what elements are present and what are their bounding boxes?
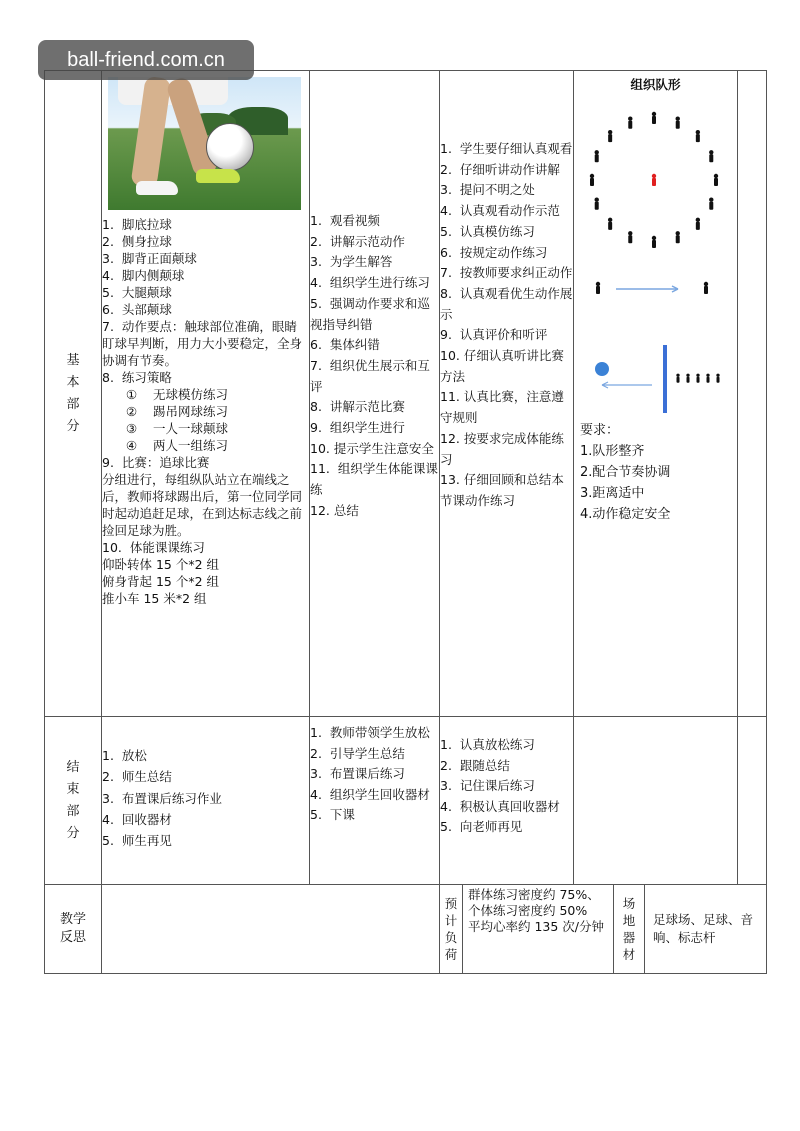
formation-cell — [574, 71, 738, 717]
lesson-plan-table — [44, 70, 767, 974]
student-marker — [652, 236, 656, 248]
list-item: 1. 脚底拉球 — [102, 217, 172, 232]
list-item: 6. 按规定动作练习 — [440, 244, 548, 260]
requirement-item: 2.配合节奏协调 — [580, 465, 671, 480]
list-item: 4. 回收器材 — [102, 811, 172, 827]
list-item: 3. 提问不明之处 — [440, 182, 535, 198]
student-marker — [628, 231, 632, 243]
requirements-title: 要求： — [580, 423, 620, 438]
list-item: 13. 仔细回顾和总结本节课动作练习 — [440, 472, 564, 508]
list-item: ② 踢吊网球练习 — [102, 404, 228, 419]
student-marker — [704, 282, 708, 294]
list-item: 8. 讲解示范比赛 — [310, 399, 405, 415]
list-item: 6. 头部颠球 — [102, 302, 172, 317]
basic-content-list — [102, 216, 309, 607]
student-marker — [706, 374, 709, 383]
ending-section-label: 结 束 部 分 — [45, 717, 102, 885]
list-item: 12. 按要求完成体能练习 — [440, 430, 564, 467]
list-item: 1. 认真放松练习 — [440, 737, 535, 752]
list-item: 4. 组织学生回收器材 — [310, 786, 430, 802]
ending-student-cell — [440, 717, 574, 885]
venue-label: 场 地 器 材 — [614, 885, 645, 973]
list-item: 5. 下课 — [310, 807, 355, 823]
list-item: 3. 脚背正面颠球 — [102, 251, 197, 266]
list-item: 5. 大腿颠球 — [102, 285, 172, 300]
list-item: 2. 师生总结 — [102, 769, 172, 785]
list-item: 3. 记住课后练习 — [440, 778, 535, 794]
reflection-label: 教学 反思 — [45, 885, 102, 974]
basic-section-label: 基 本 部 分 — [45, 71, 102, 717]
marker-pole — [663, 345, 667, 413]
requirement-item: 3.距离适中 — [580, 486, 645, 501]
ending-content-list — [102, 745, 309, 851]
basic-teacher-cell — [310, 71, 440, 717]
ending-teacher-cell — [310, 717, 440, 885]
ending-student-list — [440, 735, 573, 838]
requirements-list — [580, 441, 731, 525]
requirement-item: 1.队形整齐 — [580, 444, 645, 459]
student-marker — [608, 218, 612, 230]
ball-icon — [595, 362, 609, 376]
list-item: 9. 认真评价和听评 — [440, 327, 548, 343]
watermark-logo: ball-friend.com.cn — [38, 40, 254, 80]
football-icon — [206, 123, 254, 171]
list-item: 分组进行，每组纵队站立在端线之后，教师将球踢出后，第一位同学同时起动追赶足球，在到达标志线之前捡回足球为胜。 — [102, 472, 303, 538]
student-marker — [628, 117, 632, 129]
list-item: 12. 总结 — [310, 502, 359, 518]
ending-formation-cell — [574, 717, 738, 885]
student-marker — [608, 130, 612, 142]
list-item: 7. 组织优生展示和互评 — [310, 357, 430, 394]
list-item: 3. 为学生解答 — [310, 254, 393, 270]
reflection-content — [102, 885, 440, 974]
student-marker — [696, 130, 700, 142]
ending-teacher-list — [310, 723, 439, 826]
load-label: 预 计 负 荷 — [440, 885, 463, 973]
basic-student-list — [440, 139, 573, 512]
list-item: 8. 认真观看优生动作展示 — [440, 285, 573, 322]
list-item: 5. 认真模仿练习 — [440, 223, 535, 239]
list-item: 1. 观看视频 — [310, 213, 380, 228]
basic-content-cell — [102, 71, 310, 717]
student-marker — [676, 374, 679, 383]
teacher-marker — [652, 174, 656, 186]
list-item: 2. 侧身拉球 — [102, 234, 172, 249]
list-item: 3. 布置课后练习作业 — [102, 790, 222, 806]
list-item: 俯身背起 15 个*2 组 — [102, 574, 220, 589]
list-item: 9. 组织学生进行 — [310, 420, 405, 436]
list-item: 仰卧转体 15 个*2 组 — [102, 557, 220, 572]
list-item: 4. 积极认真回收器材 — [440, 798, 560, 814]
list-item: 7. 按教师要求纠正动作 — [440, 265, 573, 281]
list-item: 10. 提示学生注意安全 — [310, 440, 434, 456]
ending-content-cell — [102, 717, 310, 885]
formation-diagram — [574, 93, 736, 413]
list-item: 1. 放松 — [102, 748, 147, 763]
student-marker — [696, 218, 700, 230]
student-marker — [686, 374, 689, 383]
student-marker — [595, 150, 599, 162]
student-marker — [709, 150, 713, 162]
basic-blank-cell — [738, 71, 767, 717]
student-marker — [595, 198, 599, 210]
football-juggling-photo — [108, 77, 301, 210]
list-item: 5. 向老师再见 — [440, 819, 523, 835]
list-item: 2. 讲解示范动作 — [310, 233, 405, 249]
list-item: ④ 两人一组练习 — [102, 438, 228, 453]
list-item: 3. 布置课后练习 — [310, 766, 405, 782]
list-item: 11. 组织学生体能课课练 — [310, 461, 438, 498]
basic-teacher-list — [310, 211, 439, 522]
list-item: 4. 脚内侧颠球 — [102, 268, 185, 283]
list-item: 2. 仔细听讲动作讲解 — [440, 161, 560, 177]
requirement-item: 4.动作稳定安全 — [580, 507, 671, 522]
list-item: ③ 一人一球颠球 — [102, 421, 228, 436]
list-item: 9. 比赛：追球比赛 — [102, 455, 210, 470]
list-item: 4. 组织学生进行练习 — [310, 275, 430, 291]
list-item: 1. 学生要仔细认真观看 — [440, 141, 573, 156]
student-marker — [709, 198, 713, 210]
student-marker — [652, 112, 656, 124]
student-marker — [716, 374, 719, 383]
student-marker — [714, 174, 718, 186]
venue-text: 足球场、足球、音响、标志杆 — [653, 912, 754, 945]
footer-info-cell — [440, 885, 767, 974]
list-item: 6. 集体纠错 — [310, 337, 380, 353]
student-marker — [676, 117, 680, 129]
list-item: 5. 师生再见 — [102, 833, 172, 849]
basic-student-cell — [440, 71, 574, 717]
load-text: 群体练习密度约 75%、个体练习密度约 50% 平均心率约 135 次/分钟 — [463, 885, 614, 973]
list-item: 2. 跟随总结 — [440, 757, 510, 773]
list-item: 推小车 15 米*2 组 — [102, 591, 207, 606]
list-item: 2. 引导学生总结 — [310, 745, 405, 761]
student-marker — [696, 374, 699, 383]
student-marker — [596, 282, 600, 294]
list-item: 4. 认真观看动作示范 — [440, 203, 560, 219]
ending-blank-cell — [738, 717, 767, 885]
list-item: 10. 体能课课练习 — [102, 540, 205, 555]
list-item: 10. 仔细认真听讲比赛方法 — [440, 348, 564, 384]
formation-title: 组织队形 — [630, 77, 681, 92]
list-item: 8. 练习策略 — [102, 370, 172, 385]
list-item: 5. 强调动作要求和巡视指导纠错 — [310, 295, 430, 332]
list-item: 1. 教师带领学生放松 — [310, 725, 430, 740]
list-item: 7. 动作要点：触球部位准确，眼睛盯球早判断，用力大小要稳定，全身协调有节奏。 — [102, 319, 303, 368]
student-marker — [590, 174, 594, 186]
list-item: 11. 认真比赛，注意遵守规则 — [440, 389, 564, 426]
student-marker — [676, 231, 680, 243]
list-item: ① 无球模仿练习 — [102, 387, 228, 402]
